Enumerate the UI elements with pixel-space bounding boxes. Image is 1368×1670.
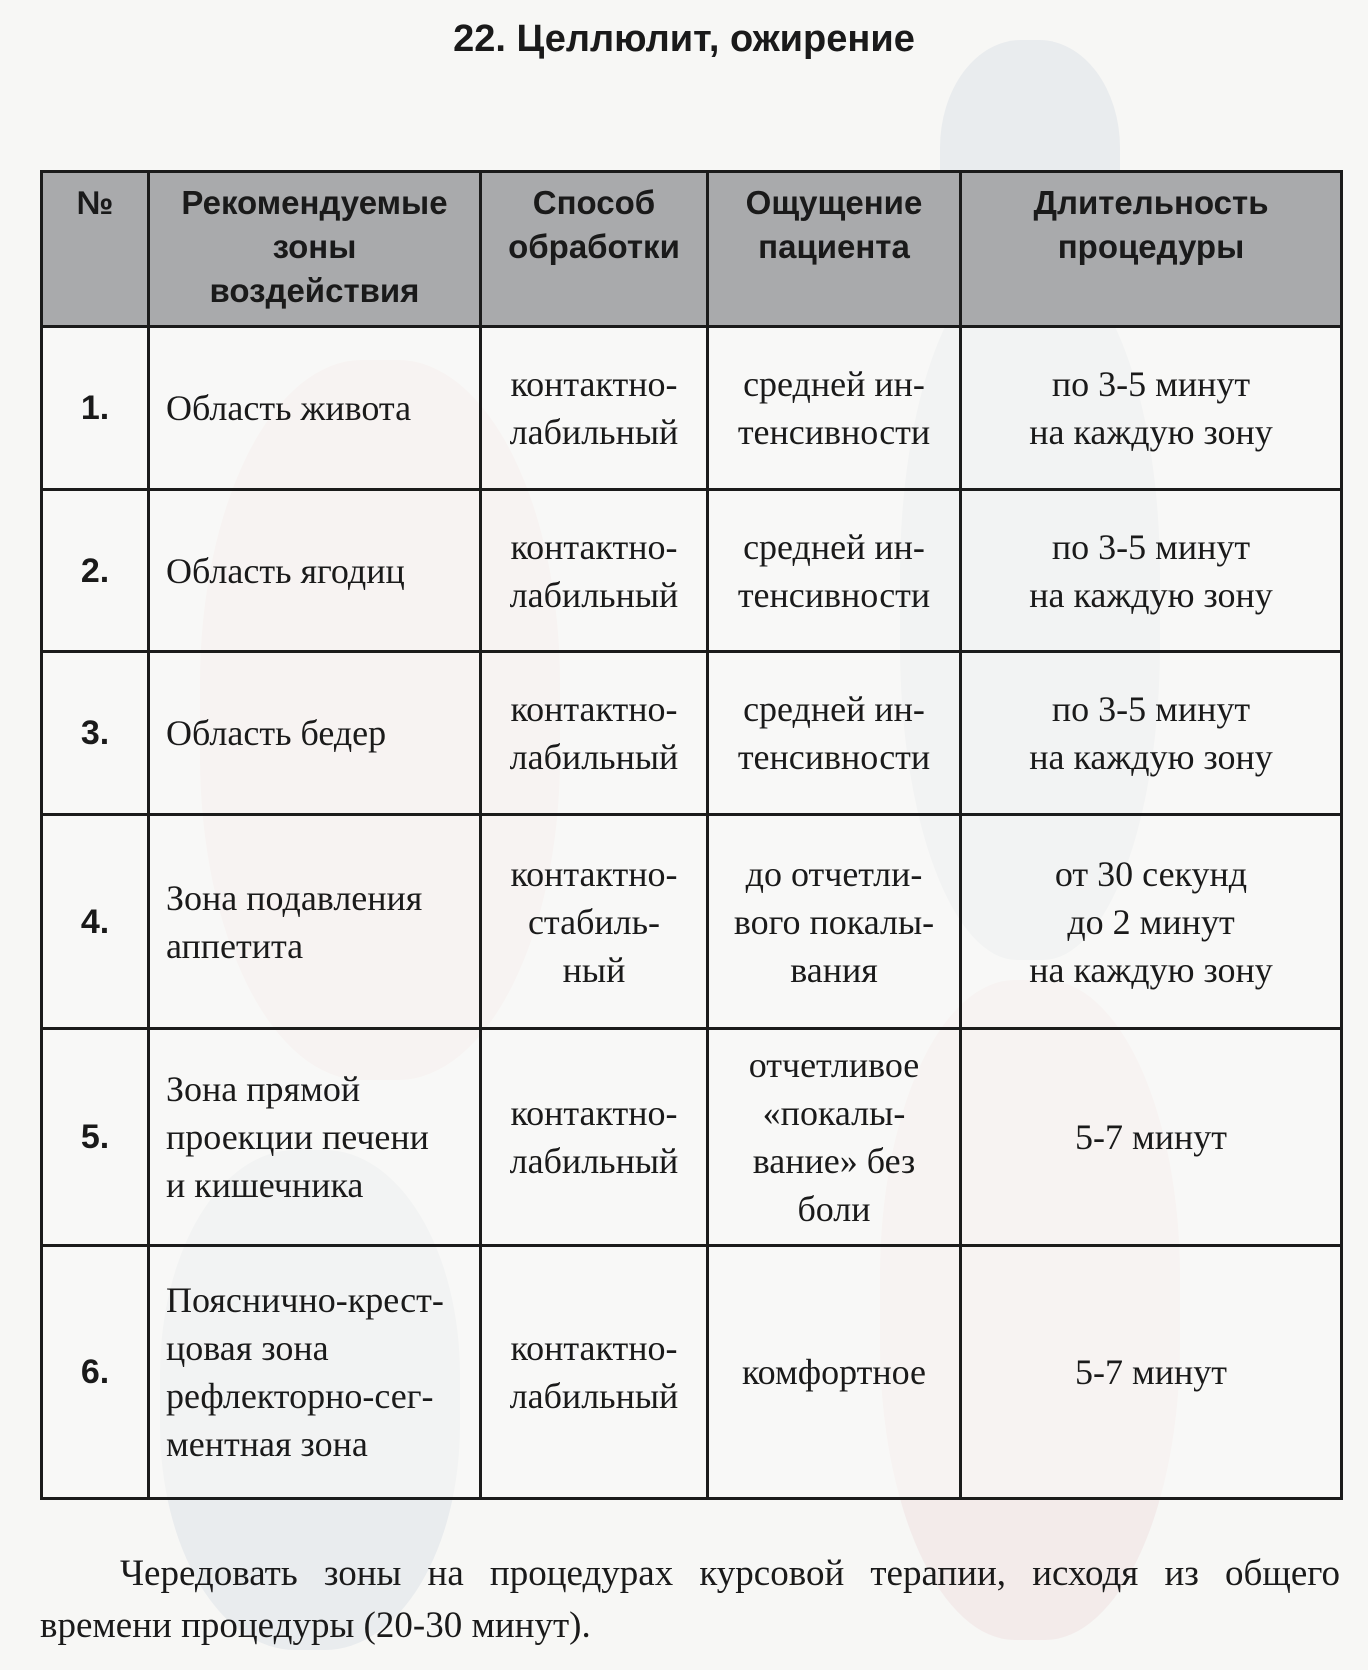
table-row [42, 1246, 1342, 1499]
row-method: контактно- лабильный [481, 1029, 708, 1246]
row-number: 3. [42, 652, 149, 815]
row-number: 5. [42, 1029, 149, 1246]
header-zones: Рекомендуемые зоны воздействия [149, 172, 481, 327]
row-sensation: средней ин- тенсивности [708, 327, 961, 490]
header-duration: Длительность процедуры [961, 172, 1342, 327]
row-duration: по 3-5 минут на каждую зону [961, 652, 1342, 815]
row-number: 2. [42, 489, 149, 652]
row-duration: от 30 секунд до 2 минут на каждую зону [961, 815, 1342, 1029]
row-number: 4. [42, 815, 149, 1029]
row-duration: по 3-5 минут на каждую зону [961, 327, 1342, 490]
row-method: контактно- лабильный [481, 489, 708, 652]
header-sensation: Ощущение пациента [708, 172, 961, 327]
row-zone: Область живота [149, 327, 481, 490]
row-duration: 5-7 минут [961, 1246, 1342, 1499]
row-method: контактно- лабильный [481, 1246, 708, 1499]
row-sensation: отчетливое «покалы- вание» без боли [708, 1029, 961, 1246]
table-row [42, 489, 1342, 652]
row-number: 6. [42, 1246, 149, 1499]
table-row [42, 815, 1342, 1029]
row-method: контактно- лабильный [481, 327, 708, 490]
header-method: Способ обработки [481, 172, 708, 327]
row-sensation: средней ин- тенсивности [708, 652, 961, 815]
header-number: № [42, 172, 149, 327]
table-row [42, 327, 1342, 490]
footnote-text: Чередовать зоны на процедурах курсовой терапии, исходя из общего времени процедуры (20-30 минут). [40, 1553, 1340, 1646]
row-zone: Область ягодиц [149, 489, 481, 652]
procedure-table [40, 170, 1343, 1500]
row-zone: Зона прямой проекции печени и кишечника [149, 1029, 481, 1246]
row-method: контактно- стабиль- ный [481, 815, 708, 1029]
row-sensation: до отчетли- вого покалы- вания [708, 815, 961, 1029]
row-sensation: комфортное [708, 1246, 961, 1499]
row-duration: по 3-5 минут на каждую зону [961, 489, 1342, 652]
table-row [42, 1029, 1342, 1246]
row-zone: Пояснично-крест- цовая зона рефлекторно-сег- ментная зона [149, 1246, 481, 1499]
row-sensation: средней ин- тенсивности [708, 489, 961, 652]
row-number: 1. [42, 327, 149, 490]
row-method: контактно- лабильный [481, 652, 708, 815]
row-zone: Область бедер [149, 652, 481, 815]
table-header-row [42, 172, 1342, 327]
page-title: 22. Целлюлит, ожирение [453, 18, 915, 60]
row-zone: Зона подавления аппетита [149, 815, 481, 1029]
row-duration: 5-7 минут [961, 1029, 1342, 1246]
table-row [42, 652, 1342, 815]
